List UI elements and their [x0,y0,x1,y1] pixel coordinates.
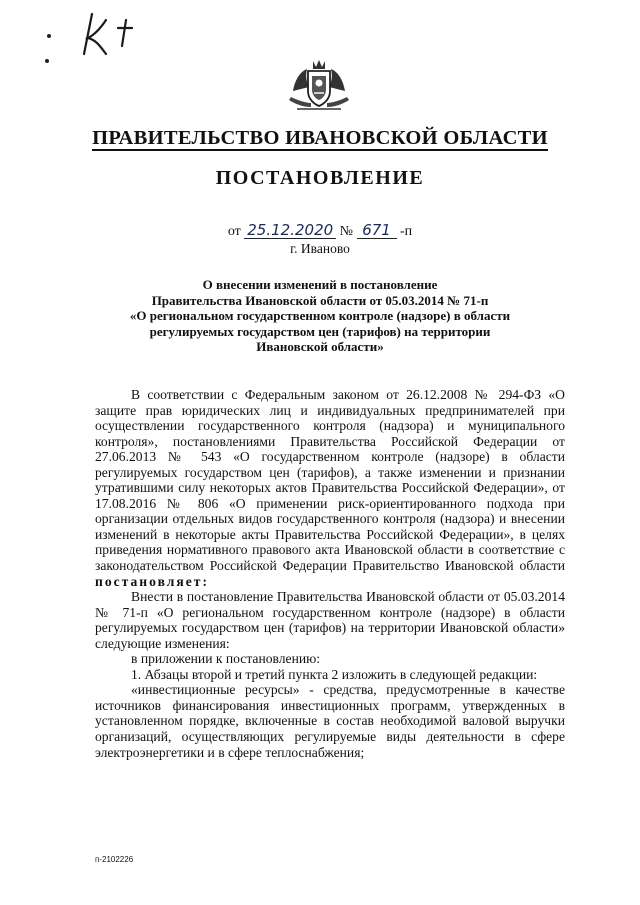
subject-line: Ивановской области» [256,339,384,355]
handwritten-number: 671 [357,222,397,239]
ink-dot [45,59,49,63]
handwritten-date: 25.12.2020 [244,222,336,239]
document-subject [90,277,550,355]
document-body [95,387,565,760]
preamble-paragraph [95,387,565,589]
date-prefix: от [227,224,241,239]
decree-word: постановляет: [95,573,209,589]
government-title: ПРАВИТЕЛЬСТВО ИВАНОВСКОЙ ОБЛАСТИ [92,127,548,149]
city: г. Иваново [290,241,350,256]
subject-line: регулируемых государством цен (тарифов) на территории [149,323,491,339]
body-paragraph-4: «инвестиционные ресурсы» - средства, предусмотренные в качестве источников финансирования инвестиционных программ, утвержденных в установленном порядке, включенные в состав необходимой валовой выручки организаций, осуществляющих регулируемые виды деятельности в сфере электроэнергетики и в сфере теплоснабжения; [95,682,565,760]
number-suffix: -п [400,224,413,239]
subject-line: О внесении изменений в постановление [202,277,438,292]
ink-dot [47,34,51,38]
date-number-line [0,222,640,240]
body-paragraph-3: 1. Абзацы второй и третий пункта 2 изложить в следующей редакции: [131,666,538,682]
body-paragraph-2: в приложении к постановлению: [131,651,321,667]
document-code: п-2102226 [95,855,134,864]
number-label: № [339,224,354,239]
subject-line: Правительства Ивановской области от 05.03.2014 № 71-п [151,292,489,308]
coat-of-arms-icon [287,57,351,113]
handwritten-mark-icon [78,10,148,56]
preamble-text: В соответствии с Федеральным законом от 26.12.2008 № 294-ФЗ «О защите прав юридических лиц и индивидуальных предпринимателей при осуществлении государственного контроля (надзора) и муниципального контроля», постановлениями Правительства Российской Федерации от 27.06.2013 № 543 «О государственном контроле (надзоре) в области регулируемых государством цен (тарифов), а также изменении и признании утратившими силу некоторых актов Правительства Российской Федерации», от 17.08.2016 № 806 «О применении риск-ориентированного подхода при организации отдельных видов государственного контроля (надзора) и внесении изменений в некоторые акты Правительства Российской Федерации», в целях приведения нормативного правового акта Ивановской области в соответствие с законодательством Российской Федерации Правительство Ивановской области [95,387,565,574]
body-paragraph-1: Внести в постановление Правительства Ивановской области от 05.03.2014 № 71-п «О региональном государственном контроле (надзоре) в области регулируемых государством цен (тарифов) на территории Ивановской области» следующие изменения: [95,589,565,651]
document-type: ПОСТАНОВЛЕНИЕ [215,167,425,189]
subject-line: «О региональном государственном контроле (надзоре) в области [129,308,511,324]
